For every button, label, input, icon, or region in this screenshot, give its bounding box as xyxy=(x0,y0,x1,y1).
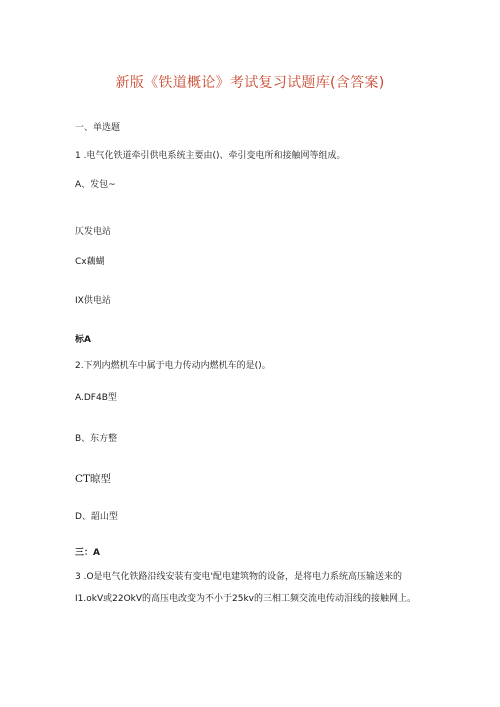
section-heading: 一、单选题 xyxy=(75,123,121,133)
question-2-answer: 三：A xyxy=(75,548,100,558)
question-3-stem: 3 .O是电气化铁路沿线安装有变电'配电建筑物的设备，是将电力系统高压输送来的I1.okV或22OkV的高压电改变为不小于25kv的三相工频交流电传动泪线的接触网上。 xyxy=(75,572,417,604)
question-2-option-b: B、东方整 xyxy=(75,434,118,444)
question-2-option-c: CT晾型 xyxy=(75,473,112,485)
question-2-stem: 2.下列内燃机车中属于电力传动内燃机车的是()。 xyxy=(75,361,271,371)
question-2-option-a: A.DF4B型 xyxy=(75,393,117,403)
question-1-option-a: A、发包~ xyxy=(75,180,116,190)
question-1-answer: 标A xyxy=(75,335,91,345)
question-1-option-c: Cx藕蝴 xyxy=(75,257,105,267)
question-1-stem: 1 .电气化铁道牵引供电系统主要由()、牵引变电所和接触网等组成。 xyxy=(75,151,346,161)
document-title: 新版《铁道概论》考试复习试题库(含答案) xyxy=(115,75,385,91)
question-2-option-d: D、韶山型 xyxy=(75,512,118,522)
question-1-option-b: 仄发电站 xyxy=(75,227,112,237)
question-1-option-d: IX供电站 xyxy=(75,296,111,306)
